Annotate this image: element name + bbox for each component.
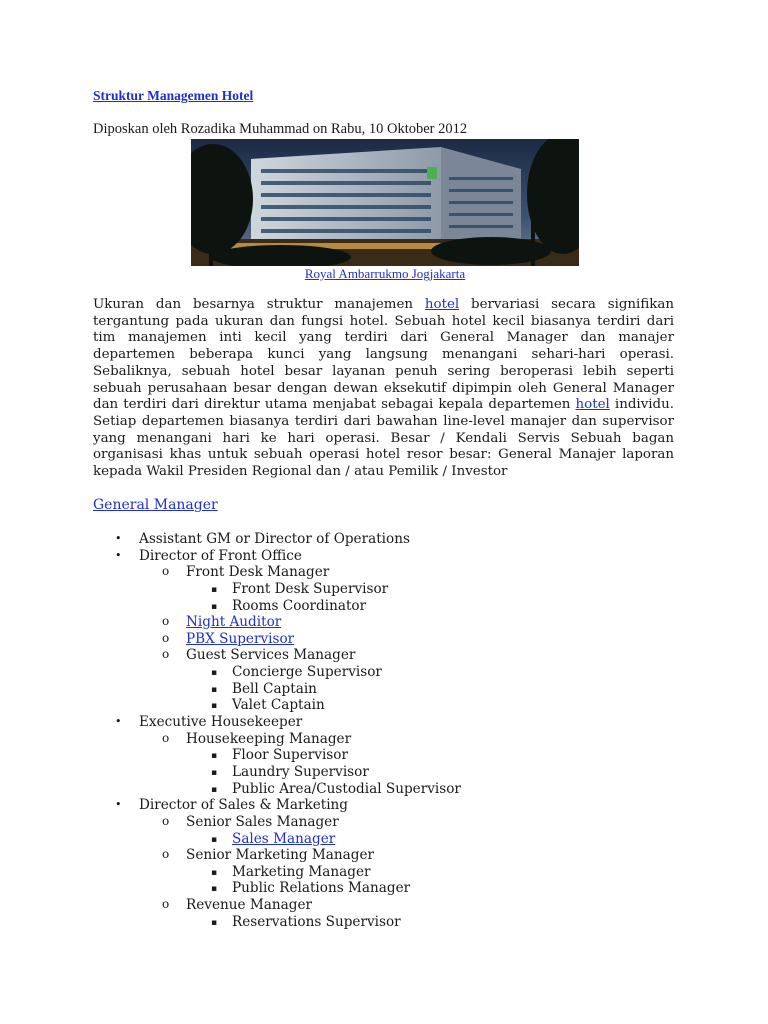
list-item [0,531,768,548]
bullet-marker: • [115,798,122,812]
paragraph-text-1: Ukuran dan besarnya struktur manajemen [93,297,425,312]
list-item [0,897,768,914]
bullet-marker: • [115,715,122,729]
list-item [0,814,768,831]
list-item-label: Rooms Coordinator [232,597,367,614]
list-item-label: Senior Sales Manager [186,813,339,830]
bullet-marker: o [162,647,170,662]
paragraph-text-2: bervariasi secara signifikan tergantung pada ukuran dan fungsi hotel. Sebuah hotel kecil biasanya terdiri dari tim manajemen inti kecil yang terdiri dari General Manager dan manajer departemen beberapa kunci yang langsung menangani sehari-hari operasi. Sebaliknya, sebuah hotel besar layanan penuh sering beroperasi lebih seperti sebuah perusahaan besar dengan dewan eksekutif dipimpin oleh General Manager dan terdiri dari direktur utama menjabat sebagai kepala departemen [93,297,674,413]
list-item-label: Reservations Supervisor [232,913,401,930]
org-chart-list [0,531,768,930]
general-manager-link[interactable]: General Manager [93,497,218,513]
bullet-marker: ▪ [211,867,218,878]
bullet-marker: o [162,813,170,828]
list-item [0,581,768,598]
photo-caption-link[interactable]: Royal Ambarrukmo Jogjakarta [304,266,466,281]
bullet-marker: ▪ [211,834,218,845]
bullet-marker: ▪ [211,701,218,712]
bullet-marker: ▪ [211,917,218,928]
list-item-label: Assistant GM or Director of Operations [139,531,410,547]
list-item [0,647,768,664]
list-item [0,747,768,764]
list-item-label: Director of Sales & Marketing [139,797,349,814]
list-item [0,781,768,798]
list-item-label: Floor Supervisor [232,747,348,764]
bullet-marker: o [162,847,170,862]
bullet-marker: o [162,630,170,645]
list-item-label: Revenue Manager [186,897,313,914]
list-item [0,880,768,897]
bullet-marker: o [162,564,170,579]
list-item-label: Guest Services Manager [186,647,356,664]
list-item-label: Marketing Manager [232,863,371,880]
list-item [0,548,768,565]
bullet-marker: o [162,730,170,745]
bullet-marker: • [115,548,122,562]
bullet-marker: o [162,897,170,912]
list-item [0,731,768,748]
bullet-marker: ▪ [211,684,218,695]
post-title-link[interactable]: Struktur Managemen Hotel [93,88,254,103]
hotel-photo-illustration [191,139,579,266]
post-byline: Diposkan oleh Rozadika Muhammad on Rabu, 10 Oktober 2012 [93,121,468,137]
list-item [0,564,768,581]
bullet-marker: • [115,532,122,545]
hotel-link-1[interactable]: hotel [424,297,460,312]
list-item-label: Director of Front Office [139,547,302,564]
bullet-marker: ▪ [211,784,218,795]
list-item-label: Concierge Supervisor [232,664,382,681]
bullet-marker: ▪ [211,884,218,895]
list-item-label: Bell Captain [232,680,317,697]
list-item [0,797,768,814]
paragraph-text-3: individu. Setiap departemen biasanya terdiri dari bawahan line-level manajer dan supervisor yang menangani hari ke hari operasi. Besar / Kendali Servis Sebuah bagan organisasi khas untuk sebuah operasi hotel resor besar: General Manajer laporan kepada Wakil Presiden Regional dan / atau Pemilik / Investor [93,397,674,480]
bullet-marker: ▪ [211,767,218,778]
list-item-label: Laundry Supervisor [232,763,369,780]
bullet-marker: ▪ [211,668,218,679]
list-item-label: Senior Marketing Manager [186,847,374,864]
list-item-link[interactable]: PBX Supervisor [186,630,295,647]
list-item [0,697,768,714]
list-item [0,681,768,698]
list-item-label: Public Area/Custodial Supervisor [232,780,461,797]
list-item-link[interactable]: Sales Manager [232,830,336,847]
bullet-marker: ▪ [211,584,218,595]
list-item [0,864,768,881]
list-item[interactable] [0,631,768,648]
bullet-marker: o [162,614,170,629]
list-item [0,714,768,731]
list-item-label: Executive Housekeeper [139,714,303,731]
list-item[interactable] [0,614,768,631]
list-item [0,847,768,864]
list-item [0,764,768,781]
hotel-link-2[interactable]: hotel [575,397,610,413]
list-item[interactable] [0,831,768,848]
list-item [0,914,768,931]
list-item [0,598,768,615]
list-item [0,664,768,681]
list-item-label: Public Relations Manager [232,880,411,897]
hotel-photo [191,139,579,266]
list-item-label: Front Desk Manager [186,564,330,581]
bullet-marker: ▪ [211,751,218,762]
list-item-label: Front Desk Supervisor [232,580,389,597]
list-item-label: Housekeeping Manager [186,730,352,747]
intro-paragraph [93,297,674,481]
list-item-label: Valet Captain [232,697,325,714]
bullet-marker: ▪ [211,601,218,612]
list-item-link[interactable]: Night Auditor [186,614,282,631]
